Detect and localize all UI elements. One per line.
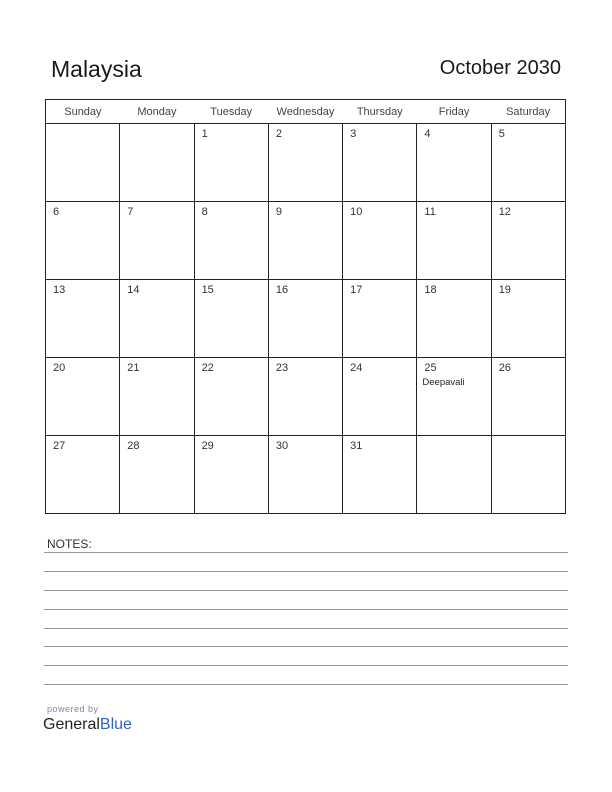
- day-number: 9: [275, 206, 282, 218]
- week-row: [46, 124, 566, 202]
- day-number: 10: [350, 206, 363, 218]
- day-number: [492, 436, 565, 440]
- day-number: [46, 124, 119, 128]
- notes-line: [44, 646, 568, 647]
- day-number: 27: [53, 440, 66, 452]
- weekday-monday: Monday: [120, 100, 194, 124]
- weekday-saturday: Saturday: [491, 100, 565, 124]
- notes-line: [44, 609, 568, 610]
- day-cell: [417, 124, 491, 202]
- day-cell: [417, 280, 491, 358]
- day-number: 5: [498, 128, 505, 140]
- day-cell: [491, 280, 565, 358]
- day-cell: [491, 358, 565, 436]
- day-number: 6: [53, 206, 60, 218]
- day-number: [120, 124, 193, 128]
- day-number: 29: [201, 440, 214, 452]
- day-number: 3: [350, 128, 357, 140]
- week-row: [46, 436, 566, 514]
- day-cell: [417, 202, 491, 280]
- day-cell: [194, 202, 268, 280]
- month-title: October 2030: [439, 57, 561, 79]
- brand-general: General: [43, 716, 100, 733]
- day-cell: [268, 280, 342, 358]
- day-cell: [417, 358, 491, 436]
- day-cell: [194, 358, 268, 436]
- day-cell: [194, 280, 268, 358]
- day-number: 28: [127, 440, 140, 452]
- brand-blue: Blue: [99, 716, 132, 733]
- day-number: 8: [201, 206, 208, 218]
- notes-line: [44, 590, 568, 591]
- day-number: 24: [350, 362, 363, 374]
- day-cell: [120, 280, 194, 358]
- day-number: 19: [498, 284, 511, 296]
- day-cell: [120, 202, 194, 280]
- day-cell: [120, 436, 194, 514]
- day-cell: [194, 436, 268, 514]
- day-cell: [343, 280, 417, 358]
- day-cell: [491, 124, 565, 202]
- holiday-label: Deepavali: [422, 377, 465, 388]
- country-title: Malaysia: [51, 56, 142, 82]
- notes-line: [44, 552, 568, 553]
- notes-line: [44, 571, 568, 572]
- day-number: 12: [498, 206, 511, 218]
- notes-line: [44, 665, 568, 666]
- day-cell: [343, 124, 417, 202]
- day-number: 14: [127, 284, 140, 296]
- day-cell: [46, 124, 120, 202]
- week-row: [46, 202, 566, 280]
- weekday-tuesday: Tuesday: [194, 100, 268, 124]
- weekday-wednesday: Wednesday: [268, 100, 342, 124]
- day-cell: [491, 202, 565, 280]
- day-number: 25: [424, 362, 437, 374]
- day-cell: [268, 436, 342, 514]
- day-number: 15: [201, 284, 214, 296]
- day-number: 1: [201, 128, 208, 140]
- day-number: 2: [275, 128, 282, 140]
- day-cell: [120, 124, 194, 202]
- day-cell: [46, 202, 120, 280]
- day-number: 7: [127, 206, 134, 218]
- day-cell: [268, 358, 342, 436]
- brand-logo: [43, 716, 132, 734]
- day-number: 30: [275, 440, 289, 452]
- day-cell: [417, 436, 491, 514]
- week-row: [46, 358, 566, 436]
- day-cell: [46, 280, 120, 358]
- day-number: 11: [424, 206, 436, 218]
- weekday-thursday: Thursday: [343, 100, 417, 124]
- powered-by-text: powered by: [47, 704, 99, 714]
- day-number: [417, 436, 490, 440]
- notes-line: [44, 684, 568, 685]
- day-cell: [46, 358, 120, 436]
- week-row: [46, 280, 566, 358]
- day-cell: [268, 124, 342, 202]
- day-number: 26: [498, 362, 511, 374]
- notes-line: [44, 628, 568, 629]
- weekday-sunday: Sunday: [46, 100, 120, 124]
- day-cell: [120, 358, 194, 436]
- day-number: 20: [53, 362, 66, 374]
- day-cell: [343, 202, 417, 280]
- day-number: 18: [424, 284, 437, 296]
- day-cell: [491, 436, 565, 514]
- calendar-grid: [45, 99, 566, 514]
- day-cell: [194, 124, 268, 202]
- day-number: 31: [350, 440, 363, 452]
- notes-label: NOTES:: [47, 537, 92, 551]
- weekday-header-row: [46, 100, 566, 124]
- day-number: 4: [424, 128, 431, 140]
- day-cell: [343, 436, 417, 514]
- day-number: 13: [53, 284, 66, 296]
- day-cell: [46, 436, 120, 514]
- day-number: 23: [275, 362, 289, 374]
- day-number: 21: [127, 362, 140, 374]
- day-cell: [343, 358, 417, 436]
- day-number: 22: [201, 362, 214, 374]
- day-number: 17: [350, 284, 363, 296]
- weekday-friday: Friday: [417, 100, 491, 124]
- day-number: 16: [275, 284, 289, 296]
- day-cell: [268, 202, 342, 280]
